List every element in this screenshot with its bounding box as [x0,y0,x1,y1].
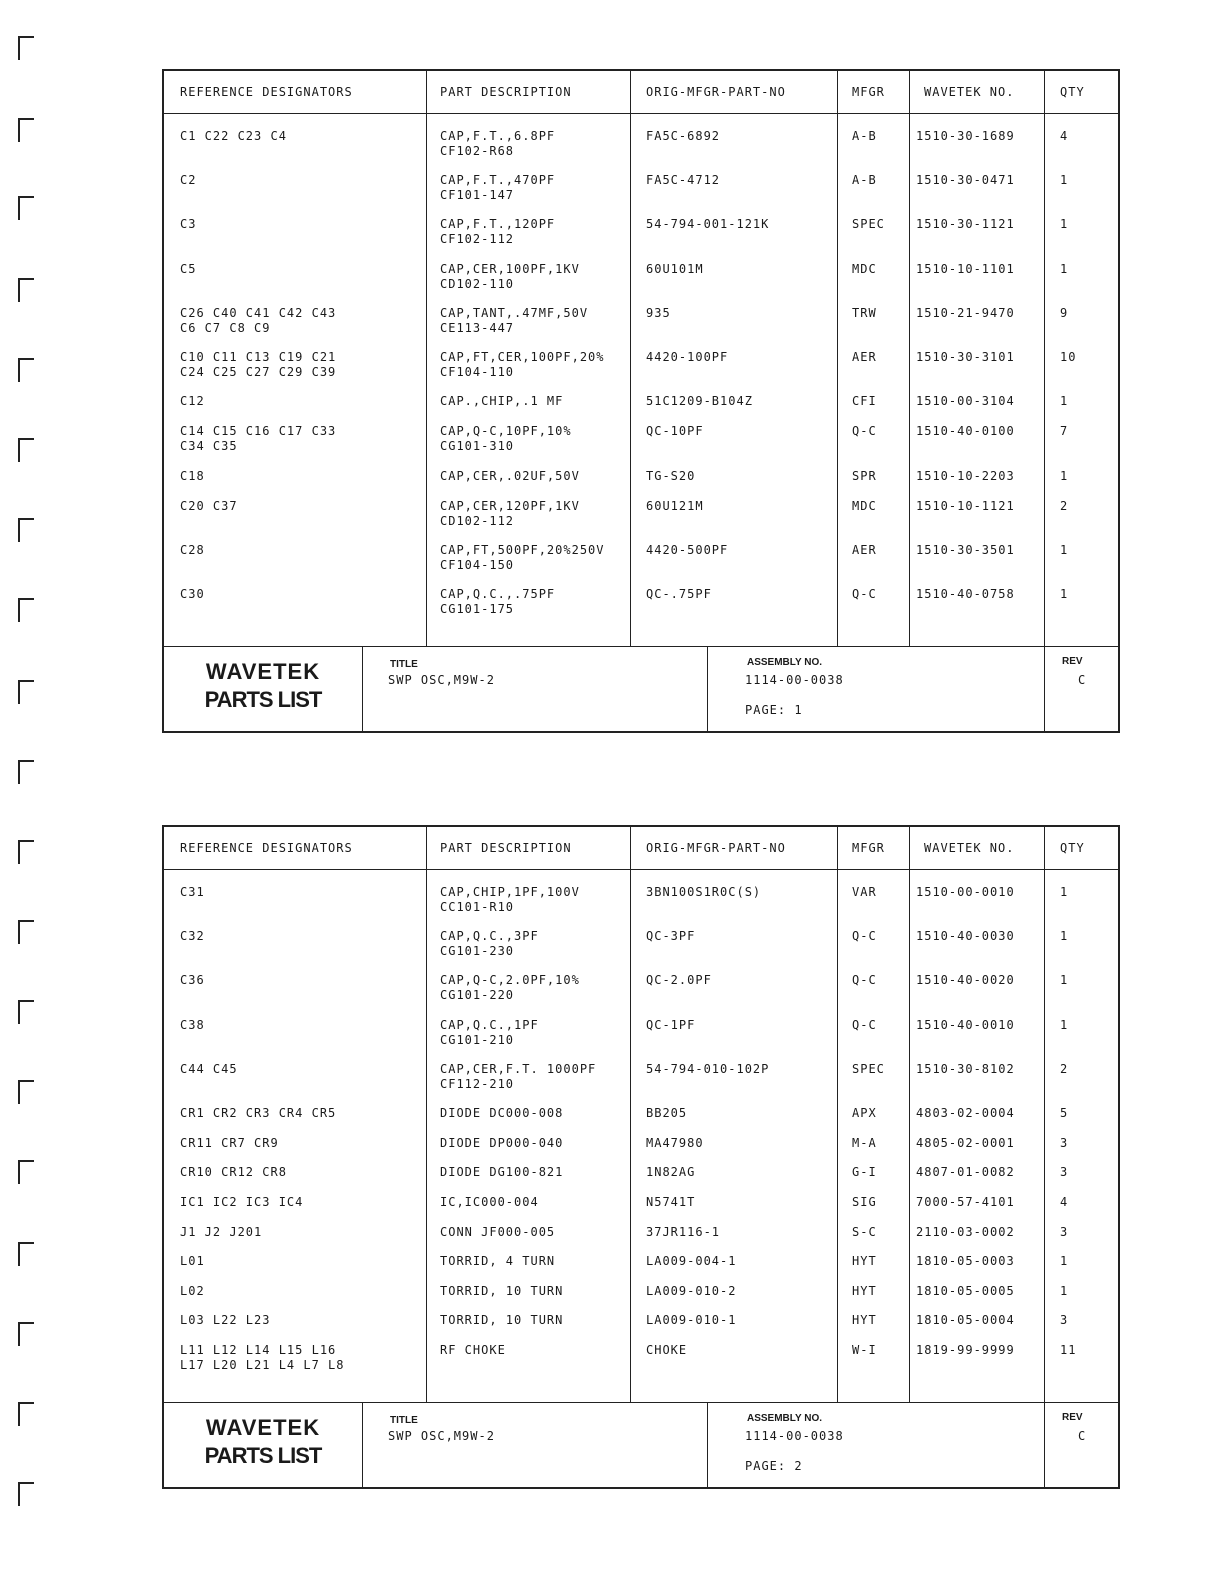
cell-mfgr: A-B [852,173,877,187]
cell-ref [180,1254,420,1269]
cell-desc [440,543,636,573]
cell-desc [440,350,636,380]
binder-hole-mark [18,36,34,60]
cell-desc-line: CAP,FT,CER,100PF,20% [440,350,605,364]
logo-wordmark: WAVETEK [205,659,321,684]
cell-ref [180,543,420,558]
cell-orig: 37JR116-1 [646,1225,721,1239]
binder-hole-mark [18,1322,34,1346]
cell-desc-line: CAP,F.T.,120PF [440,217,556,231]
cell-desc [440,469,636,484]
column-divider [837,827,838,1403]
cell-orig: QC-1PF [646,1018,696,1032]
assembly-label: ASSEMBLY NO. [747,657,823,668]
cell-wtn: 1810-05-0005 [916,1284,1015,1298]
column-header-desc: PART DESCRIPTION [440,85,572,99]
cell-qty: 3 [1060,1165,1069,1179]
wavetek-logo [164,1403,362,1487]
title-block-divider [707,1403,708,1487]
cell-wtn: 1510-10-2203 [916,469,1015,483]
cell-qty: 1 [1060,217,1069,231]
cell-desc [440,173,636,203]
cell-mfgr: A-B [852,129,877,143]
cell-desc-line: CAP,Q.C.,.75PF [440,587,556,601]
cell-orig: FA5C-4712 [646,173,721,187]
cell-desc-line: CAP,CHIP,1PF,100V [440,885,580,899]
cell-orig: MA47980 [646,1136,704,1150]
cell-ref-line: C14 C15 C16 C17 C33 [180,424,337,438]
cell-orig: 4420-100PF [646,350,729,364]
cell-desc [440,394,636,409]
cell-desc [440,306,636,336]
cell-ref [180,1195,420,1210]
cell-ref [180,499,420,514]
cell-qty: 10 [1060,350,1077,364]
binder-hole-mark [18,438,34,462]
cell-desc [440,1225,636,1240]
title-block-divider [362,1403,363,1487]
cell-ref-line: L03 L22 L23 [180,1313,271,1327]
cell-orig: 60U101M [646,262,704,276]
cell-mfgr: Q-C [852,1018,877,1032]
binder-hole-mark [18,598,34,622]
cell-ref-line: C2 [180,173,197,187]
cell-ref-line: C36 [180,973,205,987]
cell-qty: 4 [1060,129,1069,143]
cell-ref [180,469,420,484]
cell-desc-line: CAP,F.T.,470PF [440,173,556,187]
cell-desc-line: DIODE DP000-040 [440,1136,564,1150]
cell-orig: 54-794-001-121K [646,217,770,231]
cell-mfgr: AER [852,543,877,557]
cell-ref [180,973,420,988]
rev-label: REV [1062,1412,1083,1423]
cell-desc-line: TORRID, 10 TURN [440,1284,564,1298]
column-header-desc: PART DESCRIPTION [440,841,572,855]
cell-ref-line: C38 [180,1018,205,1032]
cell-ref-line: C1 C22 C23 C4 [180,129,287,143]
cell-wtn: 1510-30-1689 [916,129,1015,143]
cell-wtn: 1510-30-1121 [916,217,1015,231]
cell-qty: 1 [1060,262,1069,276]
cell-qty: 1 [1060,394,1069,408]
cell-ref [180,306,420,336]
cell-orig: QC-10PF [646,424,704,438]
cell-ref [180,587,420,602]
cell-mfgr: AER [852,350,877,364]
cell-wtn: 1510-40-0010 [916,1018,1015,1032]
cell-mfgr: VAR [852,885,877,899]
cell-qty: 1 [1060,973,1069,987]
column-header-mfgr: MFGR [852,841,885,855]
cell-orig: 4420-500PF [646,543,729,557]
cell-mfgr: HYT [852,1254,877,1268]
cell-desc-line: CAP,FT,500PF,20%250V [440,543,605,557]
cell-wtn: 4803-02-0004 [916,1106,1015,1120]
cell-qty: 5 [1060,1106,1069,1120]
cell-wtn: 1510-30-8102 [916,1062,1015,1076]
parts-list-sheet-1 [162,69,1120,733]
cell-desc [440,587,636,617]
cell-desc [440,929,636,959]
cell-desc [440,1284,636,1299]
cell-orig: 51C1209-B104Z [646,394,753,408]
cell-wtn: 1510-30-3101 [916,350,1015,364]
cell-desc-line: CG101-310 [440,439,515,453]
cell-wtn: 4805-02-0001 [916,1136,1015,1150]
cell-desc-line: CG101-210 [440,1033,515,1047]
cell-mfgr: HYT [852,1313,877,1327]
cell-desc-line: CAP,Q.C.,3PF [440,929,539,943]
cell-desc [440,1062,636,1092]
logo-parts-list: PARTS LIST [204,687,322,712]
cell-mfgr: W-I [852,1343,877,1357]
cell-mfgr: SPEC [852,1062,885,1076]
cell-wtn: 1510-40-0030 [916,929,1015,943]
column-header-ref: REFERENCE DESIGNATORS [180,841,353,855]
binder-hole-mark [18,1160,34,1184]
cell-orig: QC-.75PF [646,587,712,601]
cell-mfgr: HYT [852,1284,877,1298]
cell-orig: LA009-010-1 [646,1313,737,1327]
binder-hole-mark [18,196,34,220]
cell-ref [180,929,420,944]
cell-mfgr: SIG [852,1195,877,1209]
cell-qty: 2 [1060,499,1069,513]
cell-desc-line: CAP,CER,120PF,1KV [440,499,580,513]
header-divider [164,113,1118,114]
cell-desc-line: CE113-447 [440,321,515,335]
cell-mfgr: S-C [852,1225,877,1239]
cell-desc-line: CONN JF000-005 [440,1225,556,1239]
cell-desc-line: CAP,Q.C.,1PF [440,1018,539,1032]
parts-list-sheet-2 [162,825,1120,1489]
cell-mfgr: Q-C [852,929,877,943]
binder-hole-mark [18,920,34,944]
cell-orig: TG-S20 [646,469,696,483]
cell-wtn: 1510-30-0471 [916,173,1015,187]
cell-desc [440,1136,636,1151]
cell-desc [440,424,636,454]
rev-value: C [1078,1429,1087,1443]
cell-qty: 1 [1060,543,1069,557]
cell-orig: CHOKE [646,1343,688,1357]
cell-ref-line: L01 [180,1254,205,1268]
cell-desc [440,973,636,1003]
cell-orig: LA009-010-2 [646,1284,737,1298]
cell-qty: 1 [1060,1018,1069,1032]
cell-orig: BB205 [646,1106,688,1120]
page-number: PAGE: 1 [745,703,803,717]
cell-desc-line: IC,IC000-004 [440,1195,539,1209]
cell-ref-line: C30 [180,587,205,601]
cell-ref-line: C10 C11 C13 C19 C21 [180,350,337,364]
cell-ref [180,1136,420,1151]
cell-ref [180,394,420,409]
cell-mfgr: M-A [852,1136,877,1150]
cell-desc [440,129,636,159]
cell-ref [180,350,420,380]
cell-ref-line: C12 [180,394,205,408]
cell-orig: 935 [646,306,671,320]
cell-wtn: 1819-99-9999 [916,1343,1015,1357]
cell-ref [180,129,420,144]
cell-wtn: 1510-00-0010 [916,885,1015,899]
cell-wtn: 1510-21-9470 [916,306,1015,320]
title-block [164,1402,1118,1487]
cell-qty: 2 [1060,1062,1069,1076]
cell-qty: 1 [1060,885,1069,899]
cell-desc [440,1018,636,1048]
cell-desc-line: DIODE DC000-008 [440,1106,564,1120]
cell-ref [180,217,420,232]
cell-wtn: 2110-03-0002 [916,1225,1015,1239]
cell-desc-line: CG101-230 [440,944,515,958]
cell-ref-line: CR10 CR12 CR8 [180,1165,287,1179]
column-header-qty: QTY [1060,85,1085,99]
cell-qty: 1 [1060,1284,1069,1298]
cell-ref-line: L02 [180,1284,205,1298]
cell-mfgr: SPR [852,469,877,483]
cell-ref-line: C28 [180,543,205,557]
cell-orig: 3BN100S1R0C(S) [646,885,762,899]
column-header-orig: ORIG-MFGR-PART-NO [646,841,786,855]
cell-orig: LA009-004-1 [646,1254,737,1268]
cell-ref-line: C5 [180,262,197,276]
cell-desc-line: CAP,TANT,.47MF,50V [440,306,589,320]
binder-hole-mark [18,1080,34,1104]
cell-ref-line: C3 [180,217,197,231]
cell-desc-line: CD102-110 [440,277,515,291]
cell-qty: 4 [1060,1195,1069,1209]
cell-desc [440,1195,636,1210]
cell-ref-line: CR1 CR2 CR3 CR4 CR5 [180,1106,337,1120]
cell-desc-line: CG101-220 [440,988,515,1002]
column-header-mfgr: MFGR [852,85,885,99]
title-block-divider [1044,1403,1045,1487]
column-divider [1044,827,1045,1403]
cell-ref-line: CR11 CR7 CR9 [180,1136,279,1150]
cell-qty: 1 [1060,929,1069,943]
cell-ref-line: C26 C40 C41 C42 C43 [180,306,337,320]
cell-mfgr: TRW [852,306,877,320]
cell-ref [180,173,420,188]
title-block-divider [1044,647,1045,731]
cell-wtn: 1510-30-3501 [916,543,1015,557]
cell-desc [440,885,636,915]
cell-desc-line: CF101-147 [440,188,515,202]
rev-label: REV [1062,656,1083,667]
page-number: PAGE: 2 [745,1459,803,1473]
cell-desc-line: CC101-R10 [440,900,515,914]
cell-wtn: 1510-10-1101 [916,262,1015,276]
cell-desc-line: CG101-175 [440,602,515,616]
cell-ref-line: C32 [180,929,205,943]
title-value: SWP OSC,M9W-2 [388,673,495,687]
cell-qty: 9 [1060,306,1069,320]
header-divider [164,869,1118,870]
binder-holes [8,0,48,1580]
title-block [164,646,1118,731]
cell-mfgr: MDC [852,499,877,513]
cell-ref [180,1313,420,1328]
cell-wtn: 1810-05-0003 [916,1254,1015,1268]
cell-orig: 54-794-010-102P [646,1062,770,1076]
cell-desc-line: CAP,Q-C,10PF,10% [440,424,572,438]
cell-desc [440,262,636,292]
cell-qty: 3 [1060,1136,1069,1150]
cell-wtn: 7000-57-4101 [916,1195,1015,1209]
cell-desc-line: TORRID, 4 TURN [440,1254,556,1268]
column-header-wtn: WAVETEK NO. [924,85,1015,99]
cell-ref-line: L17 L20 L21 L4 L7 L8 [180,1358,345,1372]
binder-hole-mark [18,760,34,784]
column-divider [426,827,427,1403]
cell-desc-line: CAP,CER,F.T. 1000PF [440,1062,597,1076]
title-value: SWP OSC,M9W-2 [388,1429,495,1443]
binder-hole-mark [18,840,34,864]
cell-ref [180,1165,420,1180]
cell-ref-line: C24 C25 C27 C29 C39 [180,365,337,379]
cell-orig: QC-3PF [646,929,696,943]
cell-qty: 1 [1060,1254,1069,1268]
binder-hole-mark [18,1482,34,1506]
cell-ref [180,1018,420,1033]
binder-hole-mark [18,118,34,142]
cell-ref [180,1062,420,1077]
cell-ref [180,1225,420,1240]
cell-desc-line: CAP,CER,100PF,1KV [440,262,580,276]
column-header-wtn: WAVETEK NO. [924,841,1015,855]
cell-mfgr: Q-C [852,587,877,601]
cell-mfgr: MDC [852,262,877,276]
column-divider [1044,71,1045,647]
cell-qty: 7 [1060,424,1069,438]
title-label: TITLE [390,659,418,670]
cell-desc [440,499,636,529]
cell-wtn: 1510-40-0100 [916,424,1015,438]
cell-orig: 60U121M [646,499,704,513]
cell-desc [440,1343,636,1358]
binder-hole-mark [18,1402,34,1426]
cell-desc [440,1254,636,1269]
title-label: TITLE [390,1415,418,1426]
cell-qty: 1 [1060,587,1069,601]
cell-qty: 11 [1060,1343,1077,1357]
cell-orig: QC-2.0PF [646,973,712,987]
column-header-qty: QTY [1060,841,1085,855]
cell-desc [440,217,636,247]
cell-desc-line: CD102-112 [440,514,515,528]
cell-qty: 1 [1060,173,1069,187]
rev-value: C [1078,673,1087,687]
cell-ref-line: C18 [180,469,205,483]
cell-desc [440,1165,636,1180]
cell-desc [440,1106,636,1121]
cell-orig: 1N82AG [646,1165,696,1179]
cell-mfgr: SPEC [852,217,885,231]
column-divider [426,71,427,647]
cell-desc-line: CF104-150 [440,558,515,572]
cell-mfgr: Q-C [852,973,877,987]
cell-wtn: 1510-40-0758 [916,587,1015,601]
cell-desc-line: CAP,CER,.02UF,50V [440,469,580,483]
title-block-divider [362,647,363,731]
cell-wtn: 1510-40-0020 [916,973,1015,987]
cell-desc-line: TORRID, 10 TURN [440,1313,564,1327]
cell-qty: 3 [1060,1225,1069,1239]
assembly-label: ASSEMBLY NO. [747,1413,823,1424]
cell-wtn: 4807-01-0082 [916,1165,1015,1179]
logo-parts-list: PARTS LIST [204,1443,322,1468]
binder-hole-mark [18,518,34,542]
cell-desc-line: CF102-R68 [440,144,515,158]
cell-ref-line: IC1 IC2 IC3 IC4 [180,1195,304,1209]
binder-hole-mark [18,680,34,704]
cell-ref-line: L11 L12 L14 L15 L16 [180,1343,337,1357]
cell-desc-line: CF112-210 [440,1077,515,1091]
cell-mfgr: G-I [852,1165,877,1179]
cell-desc-line: CF102-112 [440,232,515,246]
binder-hole-mark [18,278,34,302]
column-header-orig: ORIG-MFGR-PART-NO [646,85,786,99]
cell-ref-line: C31 [180,885,205,899]
cell-mfgr: Q-C [852,424,877,438]
cell-mfgr: APX [852,1106,877,1120]
cell-ref-line: C20 C37 [180,499,238,513]
cell-desc-line: RF CHOKE [440,1343,506,1357]
cell-ref [180,424,420,454]
cell-desc-line: CAP,F.T.,6.8PF [440,129,556,143]
column-header-ref: REFERENCE DESIGNATORS [180,85,353,99]
cell-qty: 3 [1060,1313,1069,1327]
cell-desc [440,1313,636,1328]
binder-hole-mark [18,1000,34,1024]
cell-ref [180,885,420,900]
column-divider [837,71,838,647]
title-block-divider [707,647,708,731]
cell-orig: N5741T [646,1195,696,1209]
assembly-value: 1114-00-0038 [745,1429,844,1443]
cell-orig: FA5C-6892 [646,129,721,143]
wavetek-logo [164,647,362,731]
cell-ref-line: C44 C45 [180,1062,238,1076]
cell-wtn: 1510-00-3104 [916,394,1015,408]
cell-desc-line: CF104-110 [440,365,515,379]
cell-ref-line: C34 C35 [180,439,238,453]
cell-ref [180,1106,420,1121]
cell-ref [180,1284,420,1299]
cell-wtn: 1810-05-0004 [916,1313,1015,1327]
cell-desc-line: CAP.,CHIP,.1 MF [440,394,564,408]
cell-desc-line: CAP,Q-C,2.0PF,10% [440,973,580,987]
binder-hole-mark [18,1242,34,1266]
cell-qty: 1 [1060,469,1069,483]
cell-ref [180,1343,420,1373]
cell-ref [180,262,420,277]
cell-mfgr: CFI [852,394,877,408]
assembly-value: 1114-00-0038 [745,673,844,687]
logo-wordmark: WAVETEK [205,1415,321,1440]
cell-wtn: 1510-10-1121 [916,499,1015,513]
binder-hole-mark [18,358,34,382]
cell-ref-line: C6 C7 C8 C9 [180,321,271,335]
cell-ref-line: J1 J2 J201 [180,1225,263,1239]
cell-desc-line: DIODE DG100-821 [440,1165,564,1179]
